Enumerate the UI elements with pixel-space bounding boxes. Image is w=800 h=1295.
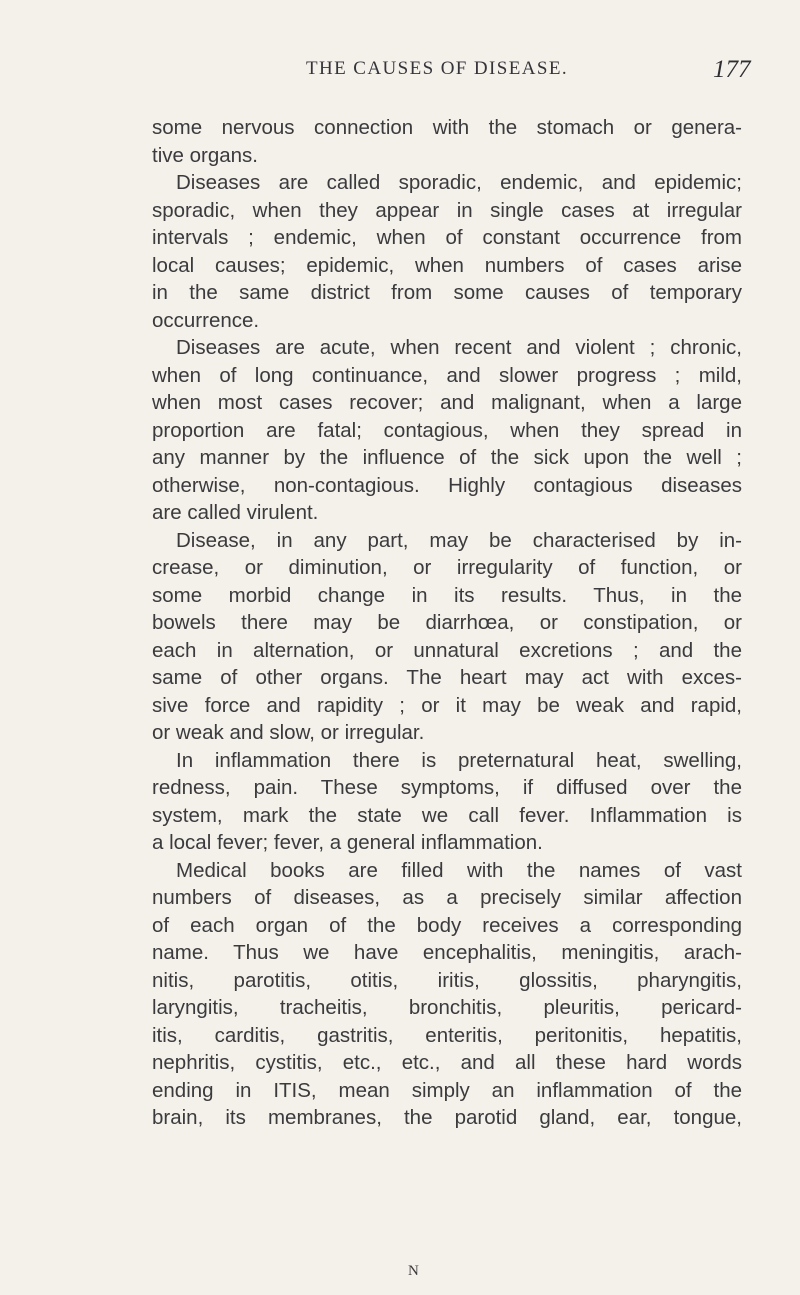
text-line: nephritis, cystitis, etc., etc., and all these hard words	[152, 1051, 742, 1074]
text-line: system, mark the state we call fever. Inflammation is	[152, 803, 742, 827]
text-line: each in alternation, or unnatural excretions ; and the	[152, 638, 742, 662]
signature-mark: N	[408, 1263, 419, 1279]
text-line: numbers of diseases, as a precisely similar affection	[152, 886, 742, 909]
paragraph-start-line: Medical books are filled with the names of vast	[176, 858, 742, 882]
text-line: brain, its membranes, the parotid gland, ear, tongue,	[152, 1106, 742, 1129]
text-line: proportion are fatal; contagious, when they spread in	[152, 418, 742, 442]
text-line: in the same district from some causes of temporary	[152, 281, 742, 304]
text-line: when of long continuance, and slower progress ; mild,	[152, 363, 742, 387]
text-line: itis, carditis, gastritis, enteritis, peritonitis, hepatitis,	[152, 1023, 742, 1047]
paragraph-start-line: In inflammation there is preternatural heat, swelling,	[176, 748, 742, 772]
text-line: occurrence.	[152, 308, 260, 332]
text-line: some nervous connection with the stomach or genera-	[152, 116, 742, 139]
text-line: crease, or diminution, or irregularity of function, or	[152, 556, 742, 579]
text-line: sporadic, when they appear in single cases at irregular	[152, 198, 742, 222]
text-line: ending in ITIS, mean simply an inflammation of the	[152, 1078, 742, 1102]
running-title: THE CAUSES OF DISEASE.	[306, 58, 568, 79]
text-line: sive force and rapidity ; or it may be weak and rapid,	[152, 693, 742, 717]
text-line: are called virulent.	[152, 501, 319, 524]
text-line: bowels there may be diarrhœa, or constipation, or	[152, 611, 742, 634]
text-line: redness, pain. These symptoms, if diffused over the	[152, 776, 742, 799]
text-line: or weak and slow, or irregular.	[152, 721, 425, 744]
text-line: local causes; epidemic, when numbers of cases arise	[152, 253, 742, 277]
paragraph-start-line: Disease, in any part, may be characterised by in-	[176, 528, 742, 552]
text-line: intervals ; endemic, when of constant occurrence from	[152, 226, 742, 249]
text-line: of each organ of the body receives a corresponding	[152, 913, 742, 937]
paragraph-start-line: Diseases are called sporadic, endemic, and epidemic;	[176, 171, 742, 194]
text-line: any manner by the influence of the sick upon the well ;	[152, 446, 742, 469]
paragraph-start-line: Diseases are acute, when recent and violent ; chronic,	[176, 336, 742, 359]
text-line: name. Thus we have encephalitis, meningitis, arach-	[152, 941, 742, 964]
page-number: 177	[713, 56, 751, 83]
text-line: when most cases recover; and malignant, when a large	[152, 391, 742, 414]
text-line: tive organs.	[152, 143, 258, 167]
text-line: nitis, parotitis, otitis, iritis, glossitis, pharyngitis,	[152, 968, 742, 992]
text-line: laryngitis, tracheitis, bronchitis, pleuritis, pericard-	[152, 996, 742, 1019]
text-line: a local fever; fever, a general inflammation.	[152, 831, 543, 854]
text-line: otherwise, non-contagious. Highly contagious diseases	[152, 473, 742, 497]
body-text	[152, 114, 742, 1132]
text-line: some morbid change in its results. Thus, in the	[152, 583, 742, 607]
text-line: same of other organs. The heart may act with exces-	[152, 666, 742, 689]
